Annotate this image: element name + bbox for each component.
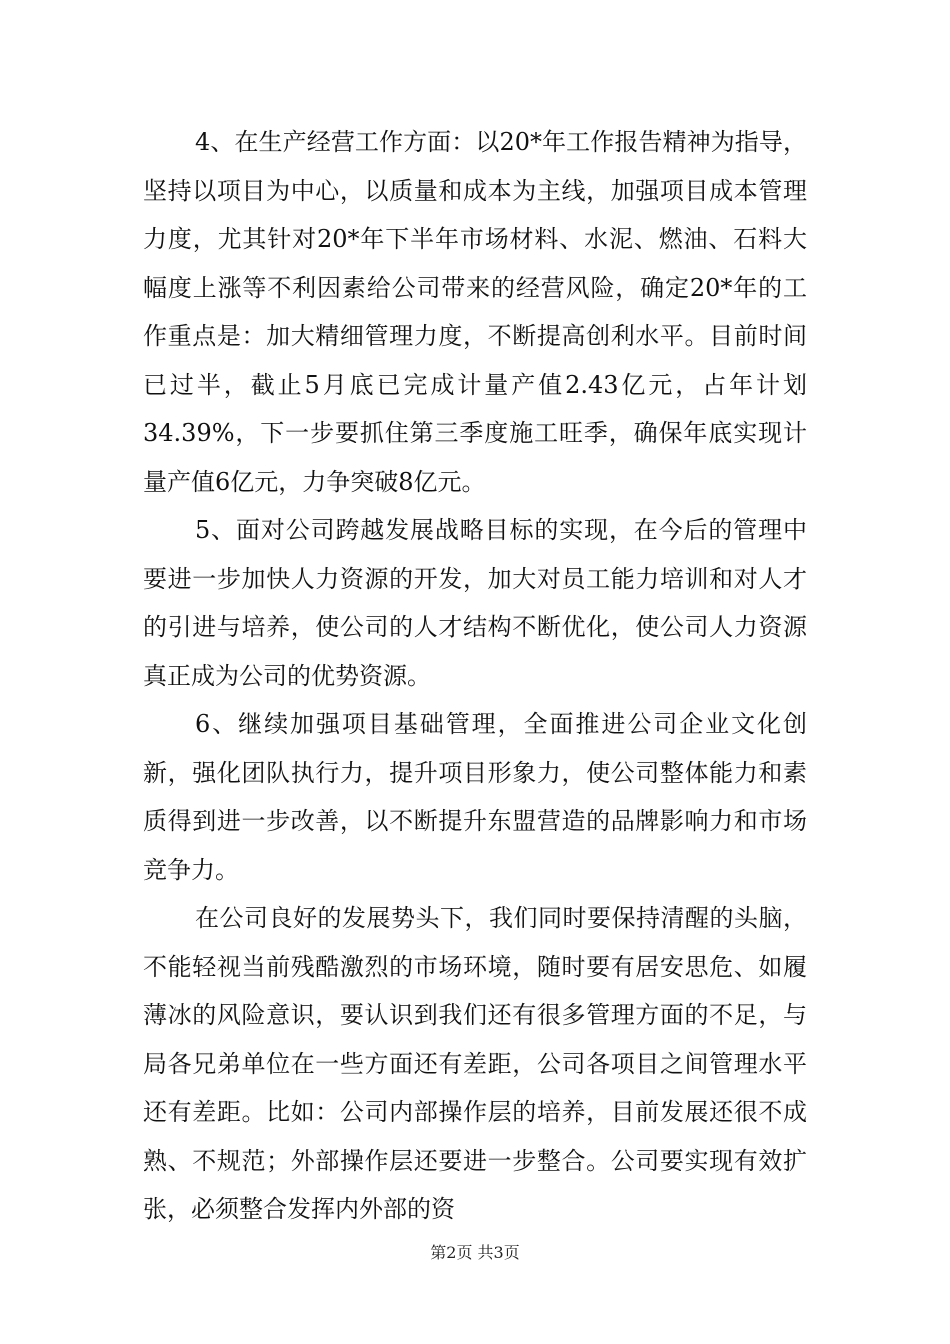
document-body [143, 118, 807, 1234]
paragraph-item-4: 4、在生产经营工作方面：以20*年工作报告精神为指导，坚持以项目为中心，以质量和成本为主线，加强项目成本管理力度，尤其针对20*年下半年市场材料、水泥、燃油、石料大幅度上涨等不利因素给公司带来的经营风险，确定20*年的工作重点是：加大精细管理力度，不断提高创利水平。目前时间已过半，截止5月底已完成计量产值2.43亿元，占年计划34.39%，下一步要抓住第三季度施工旺季，确保年底实现计量产值6亿元，力争突破8亿元。 [143, 128, 807, 496]
paragraph-item-5: 5、面对公司跨越发展战略目标的实现，在今后的管理中要进一步加快人力资源的开发，加大对员工能力培训和对人才的引进与培养，使公司的人才结构不断优化，使公司人力资源真正成为公司的优势资源。 [143, 516, 807, 690]
paragraph-risk-awareness: 在公司良好的发展势头下，我们同时要保持清醒的头脑，不能轻视当前残酷激烈的市场环境，随时要有居安思危、如履薄冰的风险意识，要认识到我们还有很多管理方面的不足，与局各兄弟单位在一些方面还有差距，公司各项目之间管理水平还有差距。比如：公司内部操作层的培养，目前发展还很不成熟、不规范；外部操作层还要进一步整合。公司要实现有效扩张，必须整合发挥内外部的资 [143, 904, 807, 1223]
paragraph-item-6: 6、继续加强项目基础管理，全面推进公司企业文化创新，强化团队执行力，提升项目形象力，使公司整体能力和素质得到进一步改善，以不断提升东盟营造的品牌影响力和市场竞争力。 [143, 710, 807, 884]
page-number-footer: 第2页 共3页 [430, 1243, 520, 1262]
